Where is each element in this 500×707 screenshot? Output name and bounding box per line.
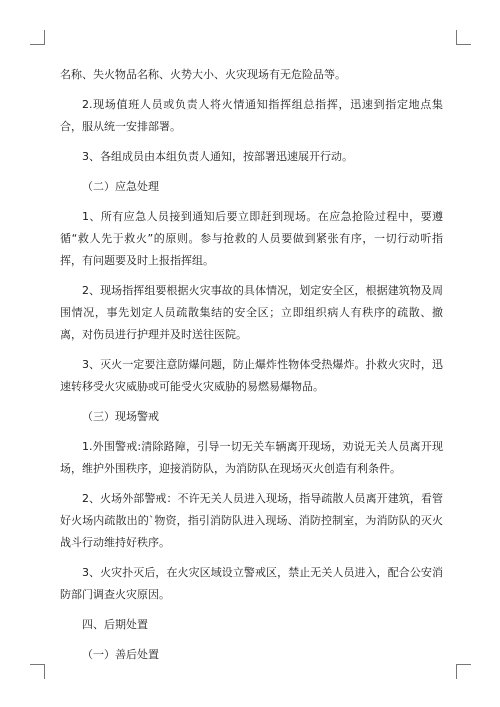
paragraph-6: 2、现场指挥组要根据火灾事故的具体情况，划定安全区，根据建筑物及周围情况，事先划定人员疏散集结的安全区；立即组织病人有秩序的疏散、撤离，对伤员进行护理并及时送往医院。 xyxy=(60,284,443,341)
paragraph-10: 2、火场外部警戒：不许无关人员进入现场，指导疏散人员离开建筑，看管好火场内疏散出的`物资，指引消防队进入现场、消防控制室，为消防队的灭火战斗行动维持好秩序。 xyxy=(60,492,443,549)
paragraph-2: 2.现场值班人员或负责人将火情通知指挥组总指挥，迅速到指定地点集合，服从统一安排部署。 xyxy=(60,98,443,133)
paragraph-9: 1.外围警戒:清除路障，引导一切无关车辆离开现场，劝说无关人员离开现场，维护外围秩序，迎接消防队，为消防队在现场灭火创造有利条件。 xyxy=(60,440,443,475)
paragraph-11: 3、火灾扑灭后，在火灾区域设立警戒区，禁止无关人员进入，配合公安消防部门调查火灾原因。 xyxy=(60,566,443,601)
paragraph-5: 1、所有应急人员接到通知后要立即赶到现场。在应急抢险过程中，要遵循“救人先于救火”的原则。参与抢救的人员要做到紧张有序，一切行动听指挥，有问题要及时上报指挥组。 xyxy=(60,210,443,267)
section-heading-followup: （一）善后处置 xyxy=(82,648,159,661)
crop-mark-bottom-right xyxy=(456,664,471,679)
section-heading-aftermath: 四、后期处置 xyxy=(82,618,148,631)
crop-mark-bottom-left xyxy=(30,664,45,679)
document-body xyxy=(60,64,443,674)
paragraph-1: 名称、失火物品名称、火势大小、火灾现场有无危险品等。 xyxy=(60,68,346,81)
section-heading-cordon: （三）现场警戒 xyxy=(82,410,159,423)
paragraph-3: 3、各组成员由本组负责人通知，按部署迅速展开行动。 xyxy=(82,150,353,163)
crop-mark-top-left xyxy=(30,30,45,45)
section-heading-emergency: （二）应急处理 xyxy=(82,180,159,193)
paragraph-7: 3、灭火一定要注意防爆问题，防止爆炸性物体受热爆炸。扑救火灾时，迅速转移受火灾威胁或可能受火灾威胁的易燃易爆物品。 xyxy=(60,358,443,393)
crop-mark-top-right xyxy=(456,30,471,45)
